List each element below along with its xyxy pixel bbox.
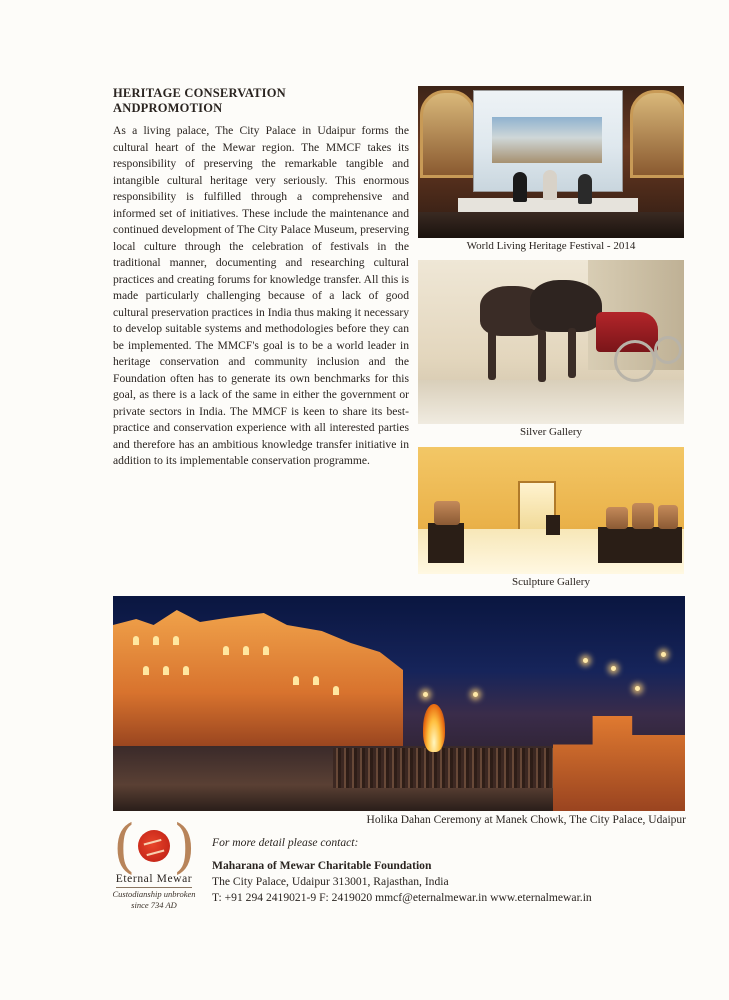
lit-window (293, 676, 299, 685)
lit-window (173, 636, 179, 645)
article-body: As a living palace, The City Palace in Udaipur forms the cultural heart of the Mewar region. The MMCF takes its responsibility of preserving the remarkable tangible and intangible cultural heritage very seriously. This enormous responsibility is fulfilled through a comprehensive and informed set of initiatives. These include the maintenance and continued development of The City Palace Museum, preserving local culture through the celebration of festivals in the traditional manner, documenting and researching cultural practices and creating forums for knowledge transfer. All this is made particularly challenging because of a lack of good cultural preservation practices in India thus making it necessary to develop suitable systems and methodologies before they can be implemented. The MMCF's goal is to be a world leader in heritage conservation and community inclusion and the Foundation often has to generate its own benchmarks for this goal, as there is a lack of the same in either the government or private sectors in India. The MMCF is keen to share its best-practice and conservation experience with all interested parties and therefore has an ambitious knowledge transfer initiative in addition to its implementable conservation programme. (113, 124, 409, 467)
contact-block (212, 836, 682, 906)
audience (418, 212, 684, 238)
sculpture-gallery-photo (418, 447, 684, 574)
display-case (598, 527, 682, 563)
sun-emblem-icon (138, 830, 170, 862)
tagline-line-1: Custodianship unbroken (112, 889, 196, 899)
gallery-floor (418, 380, 684, 424)
horse-leg (538, 330, 546, 382)
palace-arch (420, 90, 476, 178)
logo-left-bracket: ( (113, 812, 136, 880)
lit-window (133, 636, 139, 645)
brand-divider (116, 887, 192, 888)
brand-name: Eternal Mewar (115, 873, 193, 885)
heading-line-1: HERITAGE CONSERVATION (113, 86, 286, 100)
lamp-light (473, 692, 478, 697)
courtyard-building (553, 716, 685, 811)
sculpture-caption: Sculpture Gallery (512, 576, 590, 588)
lit-window (163, 666, 169, 675)
tagline-line-2: since 734 AD (131, 900, 177, 910)
silver-caption: Silver Gallery (519, 426, 582, 438)
emblem-mark (144, 839, 165, 856)
lamp-light (423, 692, 428, 697)
horse-leg (488, 330, 496, 380)
city-palace-facade (113, 610, 403, 760)
silver-gallery-photo (418, 260, 684, 424)
lit-window (313, 676, 319, 685)
contact-address: The City Palace, Udaipur 313001, Rajasthan, India (212, 875, 449, 888)
conference-caption: World Living Heritage Festival - 2014 (466, 240, 636, 252)
carriage-wheel (614, 340, 656, 382)
panelist (513, 172, 527, 202)
horse-leg (568, 328, 576, 378)
sculpture (632, 503, 654, 529)
lit-window (183, 666, 189, 675)
lit-window (153, 636, 159, 645)
conference-photo (418, 86, 684, 238)
holika-dahan-photo (113, 596, 685, 811)
crowd (333, 748, 553, 788)
lamp-light (635, 686, 640, 691)
sculpture (658, 505, 678, 529)
lit-window (243, 646, 249, 655)
holika-caption: Holika Dahan Ceremony at Manek Chowk, The City Palace, Udaipur (366, 814, 686, 826)
organization-name: Maharana of Mewar Charitable Foundation (212, 859, 432, 872)
horse-statue (530, 280, 602, 332)
screen-image (492, 117, 602, 163)
logo-right-bracket: ) (173, 812, 196, 880)
contact-lead: For more detail please contact: (212, 836, 359, 849)
lamp-light (611, 666, 616, 671)
heading-line-2: ANDPROMOTION (113, 101, 223, 115)
panelist (578, 174, 592, 204)
lamp-light (661, 652, 666, 657)
display-pedestal (546, 515, 560, 535)
lit-window (223, 646, 229, 655)
display-case (428, 523, 464, 563)
panelist (543, 170, 557, 200)
sculpture (434, 501, 460, 525)
sculpture (606, 507, 628, 529)
palace-arch (630, 90, 684, 178)
lit-window (333, 686, 339, 695)
carriage-wheel (654, 336, 682, 364)
lit-window (263, 646, 269, 655)
bonfire (423, 704, 445, 752)
lamp-light (583, 658, 588, 663)
brand-tagline (108, 889, 200, 911)
lit-window (143, 666, 149, 675)
section-heading (113, 86, 413, 116)
contact-phones: T: +91 294 2419021-9 F: 2419020 mmcf@eternalmewar.in www.eternalmewar.in (212, 891, 592, 904)
